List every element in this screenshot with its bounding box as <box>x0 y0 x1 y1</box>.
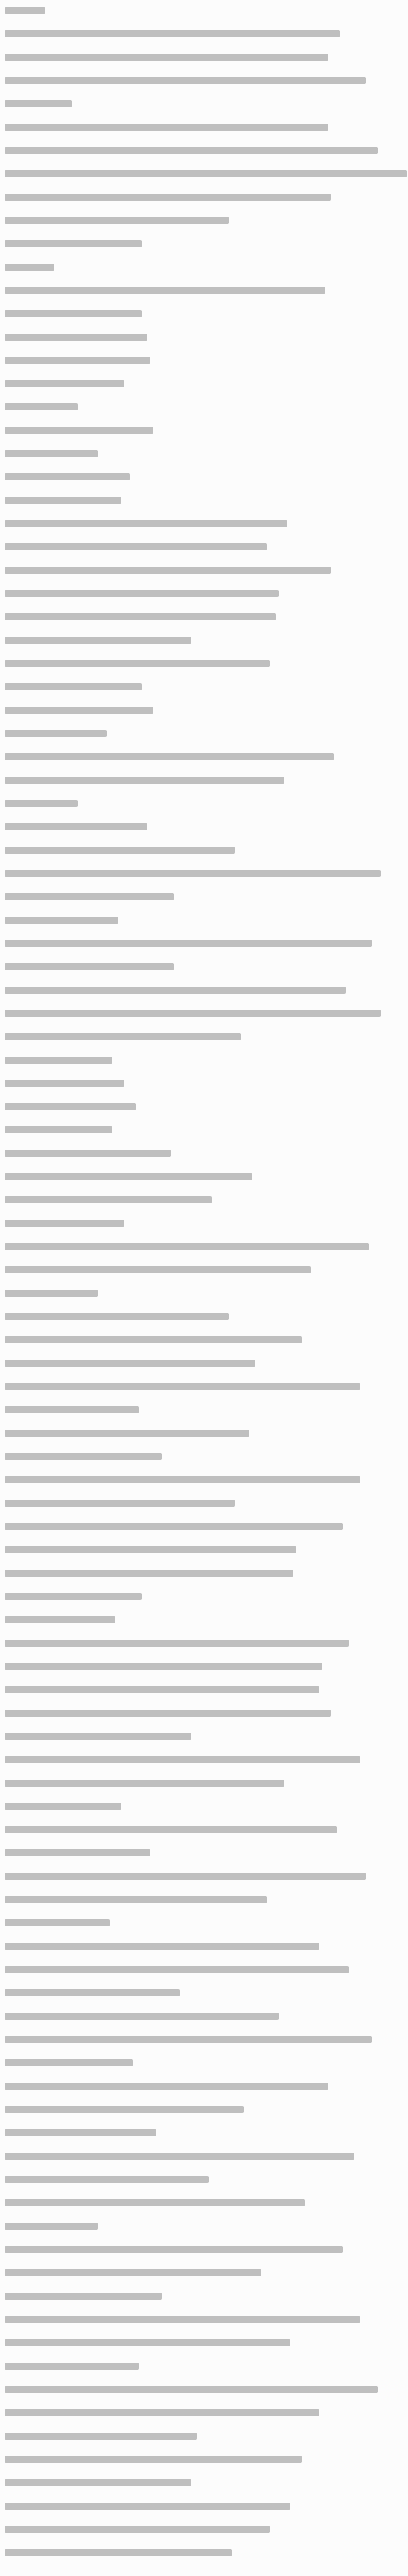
redacted-text-line <box>5 2409 319 2416</box>
redacted-text-line <box>5 1057 112 1064</box>
redacted-text-line <box>5 1919 110 1926</box>
redacted-text-line <box>5 1710 331 1717</box>
redacted-text-line <box>5 450 98 457</box>
redacted-text-line <box>5 1570 293 1577</box>
redacted-text-line <box>5 1640 349 1647</box>
redacted-text-line <box>5 2013 279 2020</box>
redacted-text-line <box>5 2339 290 2346</box>
redacted-text-line <box>5 1593 142 1600</box>
redacted-text-line <box>5 1849 150 1856</box>
redacted-text-line <box>5 2549 232 2556</box>
redacted-text-line <box>5 1033 241 1040</box>
redacted-text-line <box>5 1313 229 1320</box>
redacted-text-line <box>5 660 270 667</box>
redacted-text-line <box>5 2269 261 2276</box>
redacted-text-line <box>5 2363 139 2370</box>
redacted-text-line <box>5 217 229 224</box>
redacted-text-line <box>5 1989 180 1996</box>
redacted-text-line <box>5 310 142 317</box>
redacted-text-line <box>5 170 407 177</box>
redacted-text-line <box>5 707 153 714</box>
redacted-text-line <box>5 987 346 994</box>
redacted-text-line <box>5 1336 302 1343</box>
redacted-text-line <box>5 2526 270 2533</box>
redacted-text-line <box>5 1523 343 1530</box>
redacted-text-line <box>5 2316 360 2323</box>
redacted-text-line <box>5 543 267 550</box>
redacted-text-line <box>5 1780 284 1787</box>
redacted-text-line <box>5 77 366 84</box>
redacted-text-line <box>5 590 279 597</box>
redacted-text-line <box>5 1266 311 1273</box>
redacted-text-line <box>5 917 118 924</box>
redacted-text-line <box>5 1896 267 1903</box>
redacted-text-line <box>5 2083 328 2090</box>
redacted-text-line <box>5 287 325 294</box>
redacted-text-line <box>5 264 54 271</box>
redacted-text-line <box>5 1756 360 1763</box>
redacted-text-line <box>5 380 124 387</box>
redacted-text-line <box>5 683 142 690</box>
redacted-text-line <box>5 1290 98 1297</box>
redacted-text-line <box>5 147 378 154</box>
redacted-text-line <box>5 2199 305 2206</box>
redacted-text-line <box>5 613 276 620</box>
redacted-text-line <box>5 567 331 574</box>
redacted-text-line <box>5 1663 322 1670</box>
redacted-text-line <box>5 870 381 877</box>
redacted-text-line <box>5 1383 360 1390</box>
redacted-text-line <box>5 1943 319 1950</box>
redacted-text-line <box>5 2106 244 2113</box>
redacted-text-line <box>5 2433 197 2440</box>
redacted-text-line <box>5 753 334 760</box>
redacted-text-line <box>5 2153 354 2160</box>
redacted-text-line <box>5 2479 191 2486</box>
redacted-text-line <box>5 7 45 14</box>
redacted-text-line <box>5 730 107 737</box>
redacted-text-line <box>5 2223 98 2230</box>
redacted-text-line <box>5 520 287 527</box>
redacted-text-line <box>5 54 328 61</box>
redacted-text-line <box>5 823 147 830</box>
redacted-text-line <box>5 1966 349 1973</box>
redacted-text-line <box>5 2386 378 2393</box>
redacted-text-line <box>5 427 153 434</box>
redacted-text-line <box>5 777 284 784</box>
redacted-text-line <box>5 2456 302 2463</box>
redacted-text-line <box>5 1873 366 1880</box>
redacted-text-line <box>5 1803 121 1810</box>
redacted-text-line <box>5 800 78 807</box>
redacted-text-line <box>5 1406 139 1413</box>
redacted-text-line <box>5 847 235 854</box>
redacted-text-line <box>5 2246 343 2253</box>
redacted-text-line <box>5 1173 252 1180</box>
redacted-text-line <box>5 1103 136 1110</box>
redacted-text-line <box>5 1196 212 1203</box>
redacted-text-line <box>5 1453 162 1460</box>
redacted-text-line <box>5 1080 124 1087</box>
redacted-text-line <box>5 963 174 970</box>
redacted-text-line <box>5 357 150 364</box>
redacted-text-line <box>5 1360 255 1367</box>
redacted-text-line <box>5 893 174 900</box>
redacted-text-line <box>5 124 328 131</box>
redacted-text-line <box>5 2176 209 2183</box>
redacted-text-line <box>5 1126 112 1133</box>
redacted-text-line <box>5 240 142 247</box>
redacted-text-line <box>5 473 130 480</box>
redacted-text-line <box>5 1150 171 1157</box>
redacted-text-line <box>5 497 121 504</box>
redacted-text-line <box>5 940 372 947</box>
redacted-text-line <box>5 1546 296 1553</box>
redacted-text-line <box>5 1243 369 1250</box>
redacted-text-line <box>5 1686 319 1693</box>
redacted-text-line <box>5 1733 191 1740</box>
redacted-text-line <box>5 30 340 37</box>
redacted-text-line <box>5 334 147 341</box>
redacted-text-line <box>5 194 331 201</box>
redacted-text-line <box>5 1616 115 1623</box>
redacted-text-line <box>5 2293 162 2300</box>
redacted-text-line <box>5 2503 290 2510</box>
redacted-text-line <box>5 2059 133 2066</box>
redacted-text-line <box>5 403 78 410</box>
redacted-text-line <box>5 1220 124 1227</box>
redacted-text-line <box>5 1500 235 1507</box>
redacted-text-line <box>5 1476 360 1483</box>
redacted-text-line <box>5 2129 156 2136</box>
redacted-text-line <box>5 1010 381 1017</box>
redacted-text-line <box>5 1430 249 1437</box>
redacted-text-line <box>5 1826 337 1833</box>
redacted-text-line <box>5 2036 372 2043</box>
redacted-text-line <box>5 637 191 644</box>
redacted-text-line <box>5 100 72 107</box>
